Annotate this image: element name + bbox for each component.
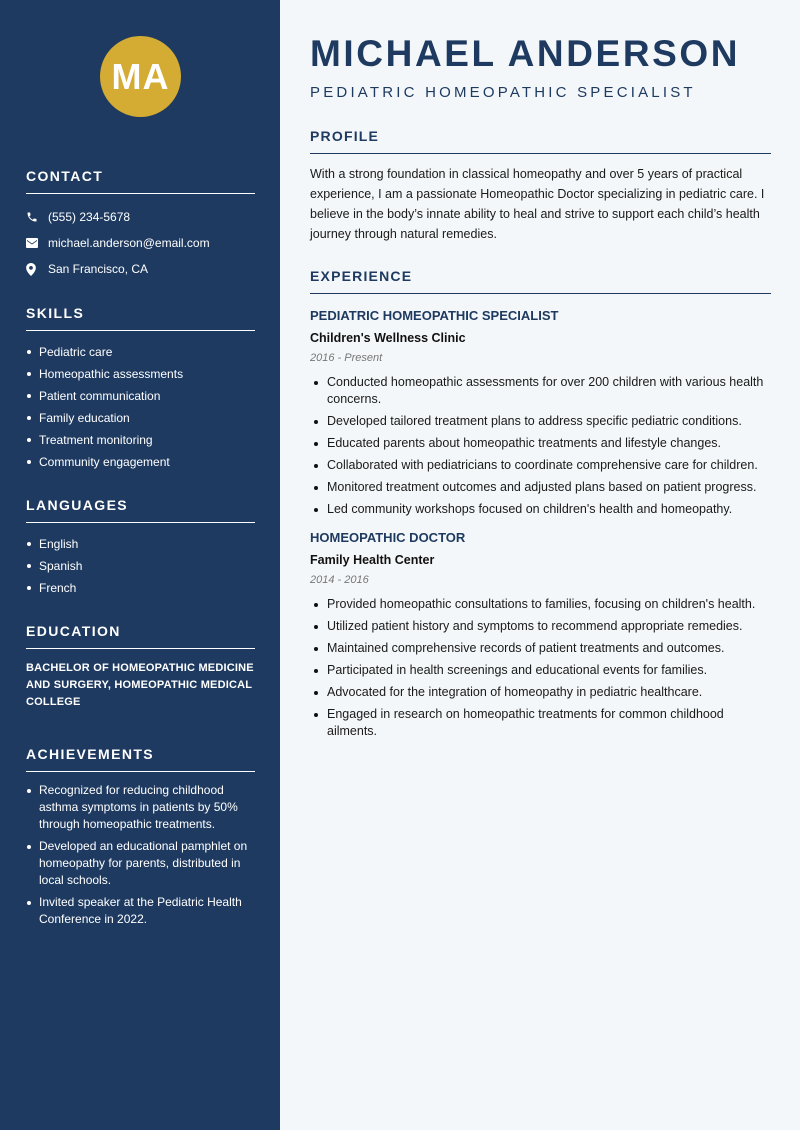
skills-list — [26, 341, 255, 473]
job-bullet: Maintained comprehensive records of patient treatments and outcomes. — [310, 640, 771, 657]
language-item: English — [26, 533, 255, 555]
achievements-heading: ACHIEVEMENTS — [26, 746, 255, 772]
achievement-item: Developed an educational pamphlet on homeopathy for parents, distributed in local schools. — [26, 838, 255, 889]
sidebar — [0, 0, 280, 1130]
job-bullet: Conducted homeopathic assessments for over 200 children with various health concerns. — [310, 374, 771, 408]
skill-item: Homeopathic assessments — [26, 363, 255, 385]
avatar: MA — [100, 36, 181, 117]
job-dates: 2016 - Present — [310, 352, 383, 364]
languages-section — [26, 497, 255, 599]
education-heading: EDUCATION — [26, 623, 255, 649]
email-icon — [26, 236, 48, 250]
job-title-heading: PEDIATRIC HOMEOPATHIC SPECIALIST — [310, 84, 696, 101]
skill-item: Family education — [26, 407, 255, 429]
contact-location — [26, 256, 255, 282]
job-entry — [310, 308, 771, 518]
profile-heading: PROFILE — [310, 128, 771, 154]
skill-item: Treatment monitoring — [26, 429, 255, 451]
achievements-section — [26, 746, 255, 933]
job-bullet: Provided homeopathic consultations to families, focusing on children's health. — [310, 596, 771, 613]
contact-phone — [26, 204, 255, 230]
experience-heading: EXPERIENCE — [310, 268, 771, 294]
job-bullet: Led community workshops focused on children's health and homeopathy. — [310, 501, 771, 518]
job-bullet: Developed tailored treatment plans to address specific pediatric conditions. — [310, 413, 771, 430]
job-entry — [310, 530, 771, 740]
job-title: PEDIATRIC HOMEOPATHIC SPECIALIST — [310, 308, 559, 323]
achievement-item: Invited speaker at the Pediatric Health Conference in 2022. — [26, 894, 255, 928]
achievement-item: Recognized for reducing childhood asthma symptoms in patients by 50% through homeopathic treatments. — [26, 782, 255, 833]
contact-heading: CONTACT — [26, 168, 255, 194]
email-text: michael.anderson@email.com — [48, 236, 210, 250]
profile-section — [310, 128, 771, 244]
experience-section — [310, 268, 771, 745]
achievements-list — [26, 782, 255, 928]
skill-item: Community engagement — [26, 451, 255, 473]
job-dates: 2014 - 2016 — [310, 574, 369, 586]
skill-item: Patient communication — [26, 385, 255, 407]
skills-section — [26, 305, 255, 473]
contact-email — [26, 230, 255, 256]
job-title: HOMEOPATHIC DOCTOR — [310, 530, 466, 545]
location-pin-icon — [26, 262, 48, 276]
job-bullet: Collaborated with pediatricians to coordinate comprehensive care for children. — [310, 457, 771, 474]
job-bullet: Engaged in research on homeopathic treatments for common childhood ailments. — [310, 706, 771, 740]
job-bullet: Utilized patient history and symptoms to recommend appropriate remedies. — [310, 618, 771, 635]
location-text: San Francisco, CA — [48, 262, 149, 276]
job-company: Children's Wellness Clinic — [310, 331, 466, 345]
skills-heading: SKILLS — [26, 305, 255, 331]
skill-item: Pediatric care — [26, 341, 255, 363]
job-bullet: Monitored treatment outcomes and adjusted plans based on patient progress. — [310, 479, 771, 496]
education-section — [26, 623, 255, 711]
job-company: Family Health Center — [310, 553, 435, 567]
job-bullet: Advocated for the integration of homeopathy in pediatric healthcare. — [310, 684, 771, 701]
languages-heading: LANGUAGES — [26, 497, 255, 523]
phone-icon — [26, 210, 48, 224]
profile-text: With a strong foundation in classical homeopathy and over 5 years of practical experience, I am a passionate Homeopathic Doctor specializing in pediatric care. I believe in the body’s innate ability to heal and strive to support each child’s health journey through natural remedies. — [310, 167, 765, 241]
phone-text: (555) 234-5678 — [48, 210, 131, 224]
job-bullet: Educated parents about homeopathic treatments and lifestyle changes. — [310, 435, 771, 452]
contact-section — [26, 168, 255, 282]
job-bullets — [310, 374, 771, 518]
education-degree: BACHELOR OF HOMEOPATHIC MEDICINE AND SURGERY, HOMEOPATHIC MEDICAL COLLEGE — [26, 662, 254, 708]
language-item: French — [26, 577, 255, 599]
languages-list — [26, 533, 255, 599]
candidate-name: MICHAEL ANDERSON — [310, 33, 741, 74]
job-bullets — [310, 596, 771, 740]
language-item: Spanish — [26, 555, 255, 577]
job-bullet: Participated in health screenings and educational events for families. — [310, 662, 771, 679]
